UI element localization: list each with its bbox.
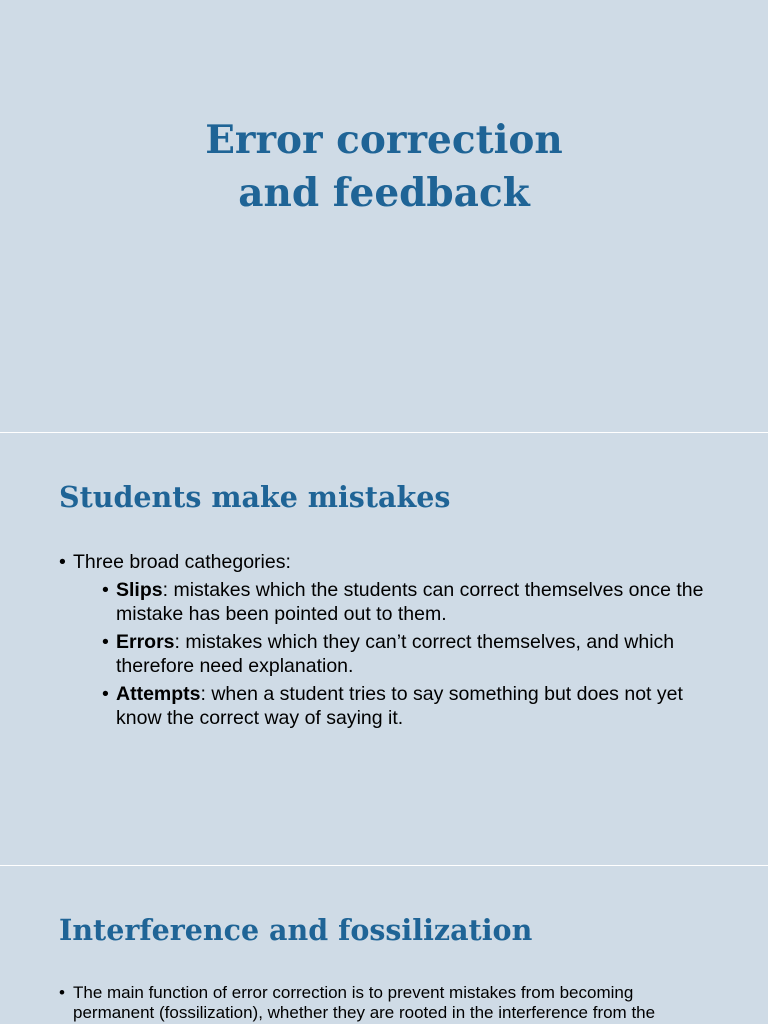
sub-bullet-attempts [102, 682, 719, 730]
term-attempts: Attempts [116, 683, 201, 705]
bullet-text: The main function of error correction is to prevent mistakes from becoming permanent (fossilization), whether they are rooted in the interference from the [73, 983, 656, 1022]
sub-bullet-slips [102, 578, 719, 626]
definition-slips: : mistakes which the students can correct themselves once the mistake has been pointed out to them. [116, 579, 704, 625]
title-line-1: Error correction [205, 117, 563, 163]
sub-bullet-list [73, 578, 719, 730]
term-slips: Slips [116, 579, 163, 601]
bullet-intro-text: Three broad cathegories: [73, 551, 291, 573]
slide-interference-fossilization [0, 866, 768, 1024]
slide-title [0, 0, 768, 432]
slide-heading: Interference and fossilization [59, 913, 533, 947]
sub-bullet-errors [102, 630, 719, 678]
title-line-2: and feedback [238, 170, 530, 216]
bullet-item [59, 983, 719, 1023]
term-errors: Errors [116, 631, 175, 653]
bullet-list [59, 550, 719, 734]
definition-errors: : mistakes which they can’t correct themselves, and which therefore need explanation. [116, 631, 675, 677]
bullet-list [59, 983, 719, 1023]
bullet-item [59, 550, 719, 730]
presentation-title [0, 114, 768, 220]
slide-students-make-mistakes [0, 433, 768, 865]
slide-heading: Students make mistakes [59, 480, 451, 514]
definition-attempts: : when a student tries to say something but does not yet know the correct way of saying it. [116, 683, 683, 729]
